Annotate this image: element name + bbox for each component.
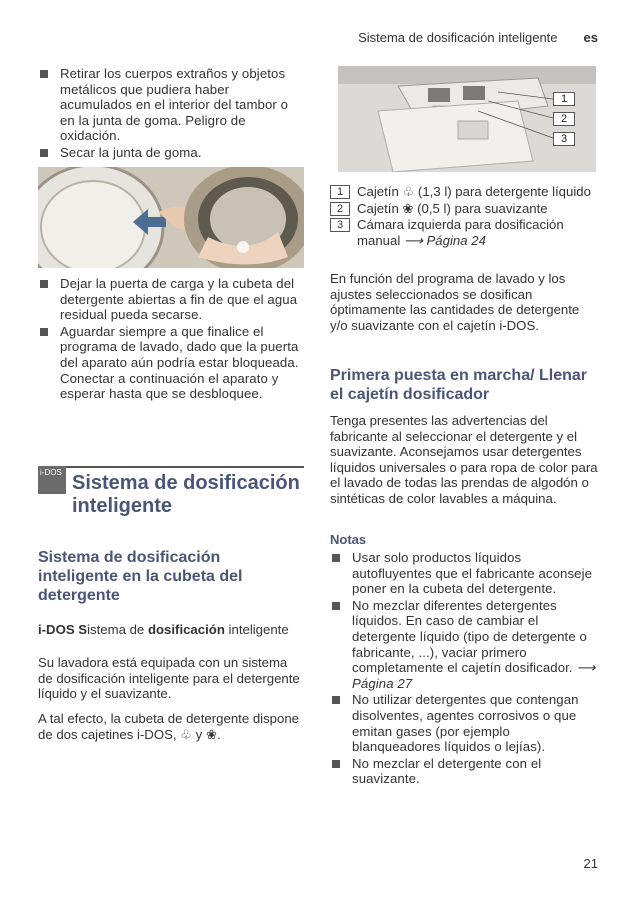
photo-legend [330, 184, 598, 249]
legend-row: 3 Cámara izquierda para dosificación manual ⟶ Página 24 [330, 217, 598, 248]
idos-definition: i-DOS Sistema de dosificación inteligente [38, 622, 289, 637]
note-item: No utilizar detergentes que contengan disolventes, agentes corrosivos o que emitan gases (por ejemplo blanqueadores líquidos o lejías). [330, 692, 598, 754]
bullet-list-mid [38, 276, 304, 402]
page-reference: ⟶ Página 24 [403, 232, 486, 248]
subsection-title: Sistema de dosificación inteligente en la cubeta del detergente [38, 549, 243, 604]
bullet-square-icon [332, 554, 340, 562]
section-rule [38, 466, 304, 468]
language-code: es [583, 30, 598, 45]
idos-icon: i-DOS [38, 466, 66, 494]
list-item: Dejar la puerta de carga y la cubeta del detergente abiertas a fin de que el agua residual pueda secarse. [38, 276, 304, 323]
detergent-drawer-photo [338, 66, 596, 172]
notes-list [330, 550, 598, 788]
note-item: No mezclar diferentes detergentes líquidos. En caso de cambiar el detergente líquido (tipo de detergente o fabricante, ...), vaciar primero completamente el cajetín dosificador. ⟶ Página 27 [330, 598, 598, 692]
callout-1: 1 [553, 92, 575, 106]
paragraph-su-lavadora: Su lavadora está equipada con un sistema de dosificación inteligente para el detergente líquido y el suavizante. [38, 655, 300, 702]
bullet-square-icon [40, 328, 48, 336]
notes-title: Notas [330, 532, 367, 547]
note-item: No mezclar el detergente con el suavizante. [330, 756, 598, 787]
callout-2: 2 [553, 112, 575, 126]
callout-3: 3 [553, 132, 575, 146]
heading-primera-puesta: Primera puesta en marcha/ Llenar el cajetín dosificador [330, 367, 587, 403]
bullet-square-icon [40, 70, 48, 78]
bullet-square-icon [332, 760, 340, 768]
bullet-list-top [38, 66, 304, 161]
section-title: Sistema de dosificación inteligente [72, 472, 300, 517]
list-item: Aguardar siempre a que finalice el programa de lavado, dado que la puerta del aparato aún podría estar bloqueada. Conectar a continuación el aparato y esperar hasta que se desbloquee. [38, 324, 304, 402]
page-number: 21 [583, 856, 598, 871]
bullet-square-icon [332, 602, 340, 610]
legend-row: 1 Cajetín ♧ (1,3 l) para detergente líquido [330, 184, 598, 200]
paragraph-a-tal-efecto: A tal efecto, la cubeta de detergente dispone de dos cajetines i-DOS, ♧ y ❀. [38, 711, 300, 742]
paragraph-tenga-presentes: Tenga presentes las advertencias del fabricante al seleccionar el detergente y el suavizante. Aconsejamos usar detergentes líquidos universales o para ropa de color para el lavado de todas las prendas de algodón o sintéticas de color lavables a máquina. [330, 413, 598, 506]
list-item: Secar la junta de goma. [38, 145, 304, 161]
left-column-mid [38, 276, 304, 403]
bullet-square-icon [40, 280, 48, 288]
left-column-top [38, 66, 304, 162]
legend-row: 2 Cajetín ❀ (0,5 l) para suavizante [330, 201, 598, 217]
bullet-square-icon [40, 149, 48, 157]
running-header [358, 30, 598, 45]
paragraph-en-funcion: En función del programa de lavado y los ajustes seleccionados se dosifican óptimamente las cantidades de detergente y/o suavizante con el cajetín i-DOS. [330, 271, 580, 333]
list-item: Retirar los cuerpos extraños y objetos metálicos que pudiera haber acumulados en el interior del tambor o en la junta de goma. Peligro de oxidación. [38, 66, 304, 144]
bullet-square-icon [332, 696, 340, 704]
page-reference: ⟶ Página 27 [352, 660, 596, 691]
header-title: Sistema de dosificación inteligente [358, 30, 558, 45]
door-seal-photo [38, 167, 304, 268]
note-item: Usar solo productos líquidos autofluyentes que el fabricante aconseje poner en la cubeta del detergente. [330, 550, 598, 597]
